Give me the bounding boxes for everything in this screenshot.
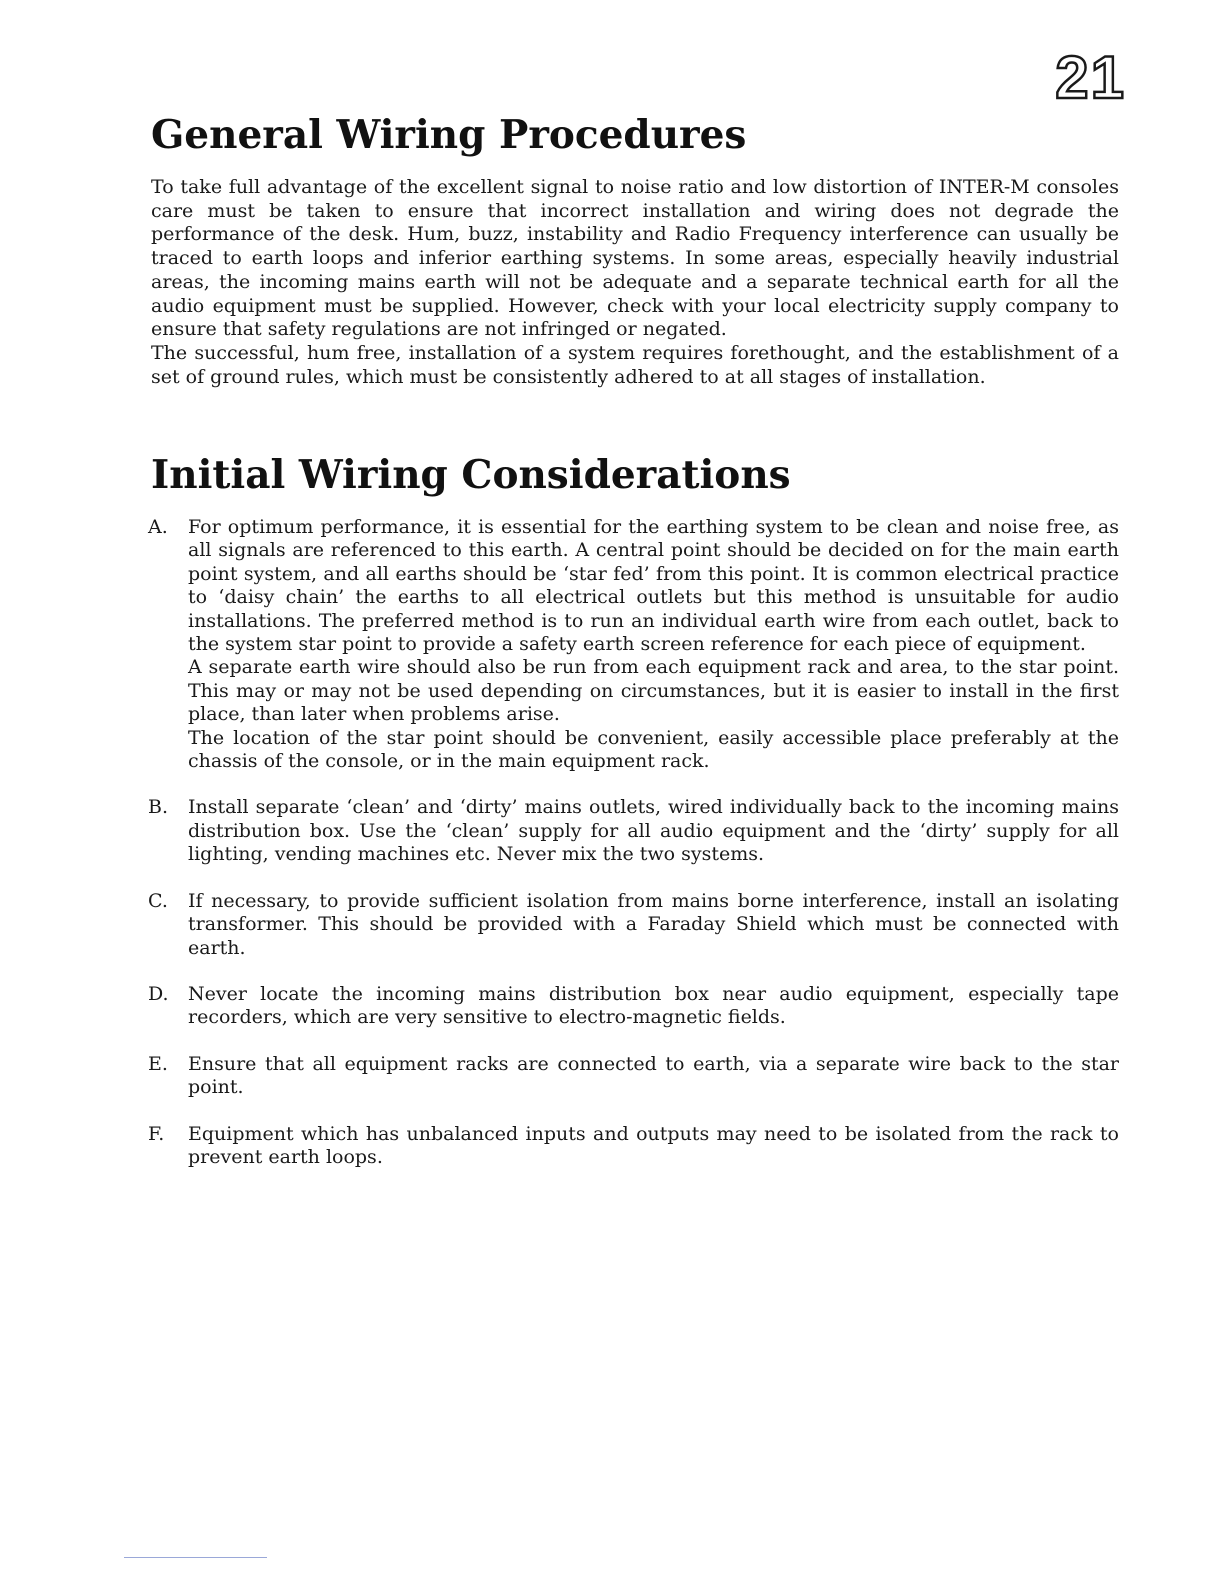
- list-item: [148, 1123, 1119, 1170]
- item-paragraph: The location of the star point should be convenient, easily accessible place preferably at the chassis of the console, or in the main equipment rack.: [188, 726, 1119, 773]
- item-letter: C.: [148, 889, 168, 912]
- paragraph: The successful, hum free, installation of a system requires forethought, and the establishment of a set of ground rules, which must be consistently adhered to at all stages of installation.: [151, 341, 1119, 388]
- list-item: [148, 890, 1119, 960]
- item-letter: F.: [148, 1122, 165, 1145]
- item-paragraph: Equipment which has unbalanced inputs and outputs may need to be isolated from the rack to prevent earth loops.: [188, 1122, 1119, 1168]
- section-title-initial-wiring: Initial Wiring Considerations: [151, 452, 791, 498]
- list-item: [148, 1053, 1119, 1100]
- general-wiring-body: [151, 176, 1119, 389]
- list-item: [148, 516, 1119, 773]
- page-number: 21: [1055, 44, 1126, 111]
- section-title-general-wiring: General Wiring Procedures: [151, 112, 747, 158]
- item-letter: A.: [148, 516, 168, 538]
- list-item: [148, 983, 1119, 1030]
- item-paragraph: For optimum performance, it is essential for the earthing system to be clean and noise free, as all signals are referenced to this earth. A central point should be decided on for the main earth point system, and all earths should be ‘star fed’ from this point. It is common electrical practice to ‘daisy chain’ the earths to all electrical outlets but this method is unsuitable for audio installations. The preferred method is to run an individual earth wire from each outlet, back to the system star point to provide a safety earth screen reference for each piece of equipment.: [188, 516, 1119, 656]
- item-letter: B.: [148, 796, 169, 819]
- item-paragraph: Ensure that all equipment racks are connected to earth, via a separate wire back to the star point.: [188, 1052, 1119, 1099]
- list-item: [148, 796, 1119, 866]
- item-letter: D.: [148, 982, 169, 1005]
- paragraph: To take full advantage of the excellent signal to noise ratio and low distortion of INTER-M consoles care must be taken to ensure that incorrect installation and wiring does not degrade the performance of the desk. Hum, buzz, instability and Radio Frequency interference can usually be traced to earth loops and inferior earthing systems. In some areas, especially heavily industrial areas, the incoming mains earth will not be adequate and a separate technical earth for all the audio equipment must be supplied. However, check with your local electricity supply company to ensure that safety regulations are not infringed or negated.: [151, 176, 1119, 341]
- considerations-list: [148, 516, 1119, 1169]
- item-paragraph: Never locate the incoming mains distribution box near audio equipment, especially tape recorders, which are very sensitive to electro-magnetic fields.: [188, 982, 1119, 1029]
- item-paragraph: Install separate ‘clean’ and ‘dirty’ mains outlets, wired individually back to the incoming mains distribution box. Use the ‘clean’ supply for all audio equipment and the ‘dirty’ supply for all lighting, vending machines etc. Never mix the two systems.: [188, 796, 1119, 866]
- item-paragraph: If necessary, to provide sufficient isolation from mains borne interference, install an isolating transformer. This should be provided with a Faraday Shield which must be connected with earth.: [188, 889, 1119, 959]
- footer-rule: [124, 1557, 267, 1558]
- item-letter: E.: [148, 1052, 168, 1075]
- item-paragraph: A separate earth wire should also be run from each equipment rack and area, to the star point. This may or may not be used depending on circumstances, but it is easier to install in the first place, than later when problems arise.: [188, 656, 1119, 726]
